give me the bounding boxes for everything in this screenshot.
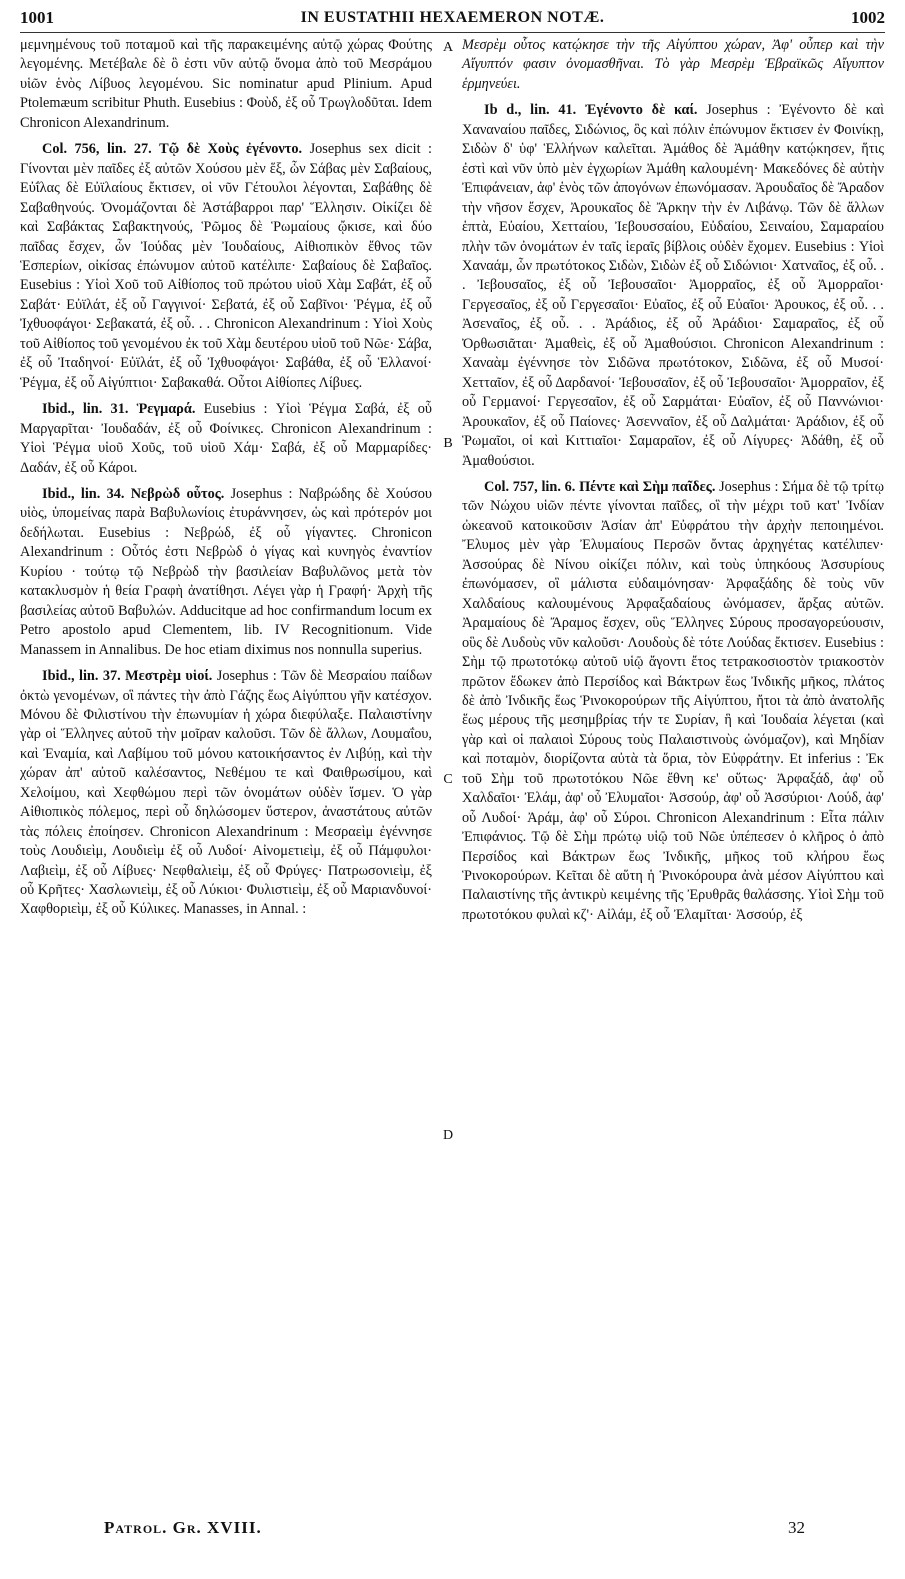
margin-letter-d: D	[442, 1128, 454, 1143]
note-lemma: Ib d., lin. 41. Ἐγένοντο δὲ καί.	[484, 102, 698, 119]
page-number-right: 1002	[851, 8, 885, 27]
note-lemma: Col. 756, lin. 27. Τῷ δὲ Χοὺς ἐγένοντο.	[42, 141, 303, 158]
note-lemma: Ibid., lin. 37. Μεστρὲμ υἱοί.	[42, 668, 213, 685]
paragraph: Ib d., lin. 41. Ἐγένοντο δὲ καί. Josephus : Ἐγένοντο δὲ καὶ Χαναναίου παῖδες, Σιδώνιος, ὃς καὶ πόλιν ἐπώνυμον ἔκτισεν ἐν Φοινίκῃ, Σιδὼν δ' ὑφ' Ἑλλήνων καλεῖται. Ἀμάθος δὲ Ἀμάθην κατῴκησεν, ἥτις ἐστὶ καὶ νῦν ὑπὸ μὲν ἐγχωρίων Ἀμάθη καλουμένη· Μακεδόνες δὲ αὐτὴν Ἐπιφάνειαν, ἀφ' ἑνὸς τῶν ἀπογόνων ἐπωνόμασαν. Ἀρουδαῖος δὲ Ἄραδον τὴν νῆσον ἔσχεν, Ἀρουκαῖος δὲ Ἄρκην τὴν ἐν Λιβάνῳ. Τῶν δὲ ἄλλων ἑπτὰ, Εὐαίου, Χετταίου, Ἰεβουσσαίου, Εὐδαίου, Σειναίου, Σαμαραίου πλὴν τῶν ὀνομάτων ἐν ταῖς ἱεραῖς βίβλοις οὐδὲν ἔχομεν. Eusebius : Υἱοὶ Χαναάμ, ὧν πρωτότοκος Σιδὼν, Σιδὼν ἐξ οὗ Σιδώνιοι· Χατναῖος, ἐξ οὗ. . . Ἰεβουσαῖος, ἐξ οὗ Ἰεβουσαῖοι· Ἀμορραῖος, ἐξ οὗ Ἀμορραῖοι· Γεργεσαῖος, ἐξ οὗ Γεργεσαῖοι· Εὐαῖος, ἐξ οὗ Εὐαῖοι· Ἀρουκος, ἐξ οὗ. . . Ἀσεναῖος, ἐξ οὗ. . . Ἀράδιος, ἐξ οὗ Ἀράδιοι· Σαμαραῖος, ἐξ οὗ Ὀρθωσιᾶται· Ἀμαθεὶς, ἐξ οὗ Ἀμαθούσιοι. Chronicon Alexandrinum : Χαναὰμ ἐγέννησε τὸν Σιδῶνα πρωτότοκον, Σιδῶνα, ἐξ οὗ Μυσοί· Χετταῖον, ἐξ οὗ Δαρδανοί· Ἰεβουσαῖον, ἐξ οὗ Ἰεβουσαῖοι· Ἀμορραῖον, ἐξ οὗ Γερμανοί· Γεργεσαῖον, ἐξ οὗ Σαρμάται· Εὐαῖον, ἐξ οὗ Παννώνιοι· Ἀρουκαῖον, ἐξ οὗ Παίονες· Ἀσενναῖον, ἐξ οὗ Δαλμάται· Ἀράδιον, ἐξ οὗ Ῥωμαῖοι, οἱ καὶ Κιττιαῖοι· Σαμαραῖον, ἐξ οὗ Λίγυρες· Ἀδάθη, ἐξ οὗ Ἀμαθούσιοι.	[462, 102, 885, 469]
verse-quotation: Μεσρὲμ οὗτος κατῴκησε τὴν τῆς Αἰγύπτου χώραν, Ἀφ' οὗπερ καὶ τὴν Αἴγυπτόν φασιν ὀνομασθῆναι. Τὸ γὰρ Μεσρὲμ Ἑβραϊκῶς Αἴγυπτον ἑρμηνεύει.	[462, 37, 884, 92]
page-title: IN EUSTATHII HEXAEMERON NOTÆ.	[300, 9, 605, 26]
left-column	[20, 36, 432, 920]
note-lemma: Ibid., lin. 34. Νεβρὼδ οὗτος.	[42, 485, 225, 502]
margin-letter-c: C	[443, 772, 453, 787]
page-number-left: 1001	[20, 8, 54, 27]
page-footer	[20, 1518, 885, 1542]
paragraph: μεμνημένους τοῦ ποταμοῦ καὶ τῆς παρακειμένης αὐτῷ χώρας Φούτης λεγομένης. Μετέβαλε δὲ ὃ ἐστι νῦν αὐτῷ ὄνομα ἀπὸ τοῦ Μεσράμου υἱῶν ἑνὸς Λίβυος λεγομένου. Sic nominatur apud Plinium. Apud Ptolemæum scribitur Phuth. Eusebius : Φοὺδ, ἐξ οὗ Τρωγλοδῦται. Idem Chronicon Alexandrinum.	[20, 37, 432, 131]
margin-letter-a: A	[442, 40, 454, 55]
footer-signature: Patrol. Gr. XVIII.	[104, 1518, 262, 1537]
paragraph: Ibid., lin. 31. Ῥεγμαρά. Eusebius : Υἱοὶ Ῥέγμα Σαβά, ἐξ οὗ Μαργαρῖται· Ἰουδαδάν, ἐξ οὗ Φοίνικες. Chronicon Alexandrinum : Υἱοὶ Ῥέγμα υἱοῦ Χοῦς, τοῦ υἱοῦ Χάμ· Σαβά, ἐξ οὗ Μαρμαρίδες· Δαδάν, ἐξ οὗ Κάροι.	[20, 401, 432, 476]
running-head	[20, 6, 885, 33]
paragraph: Ibid., lin. 37. Μεστρὲμ υἱοί. Josephus : Τῶν δὲ Μεσραίου παίδων ὀκτὼ γενομένων, οἳ πάντες τὴν ἀπὸ Γάζης ἕως Αἰγύπτου γῆν κατέσχον. Μόνου δὲ Φιλιστίνου τὴν ἐπωνυμίαν ἡ χώρα διεφύλαξε. Παλαιστίνην γὰρ οἱ Ἕλληνες αὐτοῦ τὴν μοῖραν καλοῦσι. Τῶν δὲ ἄλλων, Λουμαΐου, καὶ Ἐναμία, καὶ Λαβίμου τοῦ μόνου κατοικήσαντος ἐν Λιβύῃ, καὶ τὴν χώραν ἀπ' αὐτοῦ καλέσαντος, Νεθέμου τε καὶ Φαιθρωσίμου, καὶ Χελοίμου, καὶ Χεφθώμου περὶ τῶν ὀνομάτων οὐδὲν ἴσμεν. Ὁ γὰρ Αἰθιοπικὸς πόλεμος, περὶ οὗ δηλώσομεν ὕστερον, ἀναστάτους αὐτῶν τὰς πόλεις ἐποίησεν. Chronicon Alexandrinum : Μεσραεὶμ ἐγέννησε τοὺς Λουδιεὶμ, Λουδιεὶμ ἐξ οὗ Λυδοί· Αἰνομετιεὶμ, ἐξ οὗ Πάμφυλοι· Λαβιεὶμ, ἐξ οὗ Λίβυες· Νεφθαλιεὶμ, ἐξ οὗ Φρύγες· Πατρωσονιεὶμ, ἐξ οὗ Κρῆτες· Χασλωνιεὶμ, ἐξ οὗ Λύκιοι· Φυλιστιεὶμ, ἐξ οὗ Μαριανδυνοί· Χαφθοριεὶμ, ἐξ οὗ Κύλικες. Manasses, in Annal. :	[20, 668, 432, 918]
paragraph: Ibid., lin. 34. Νεβρὼδ οὗτος. Josephus : Ναβρώδης δὲ Χούσου υἱὸς, ὑπομείνας παρὰ Βαβυλωνίοις ἐτυράννησεν, ὡς καὶ πρότερόν μοι δεδήλωται. Eusebius : Νεβρώδ, ἐξ οὗ γίγαντες. Chronicon Alexandrinum : Οὗτός ἐστι Νεβρὼδ ὁ γίγας καὶ κυνηγὸς ἐναντίον Κυρίου · τούτῳ τῷ Νεβρὼδ τὴν βασιλείαν Βαβυλῶνος μετὰ τὸν κατακλυσμὸν ἡ θεία Γραφὴ ἀνατίθησι. Λέγει γὰρ ἡ Γραφή· Ἀρχὴ τῆς βασιλείας αὐτοῦ Βαβυλών. Adducitque ad hoc confirmandum locum ex Petro apostolo apud Clementem, lib. IV Recognitionum. Vide Manassem in Annalibus. De hoc etiam diximus nos nonnulla superius.	[20, 485, 432, 658]
note-lemma: Ibid., lin. 31. Ῥεγμαρά.	[42, 401, 196, 418]
paragraph: Col. 757, lin. 6. Πέντε καὶ Σὴμ παῖδες. Josephus : Σήμα δὲ τῷ τρίτῳ τῶν Νώχου υἱῶν πέντε γίνονται παῖδες, οἳ τὴν μέχρι τοῦ κατ' Ἰνδίαν ὠκεανοῦ κατοικοῦσιν Ἀσίαν ἀπ' Εὐφράτου τὴν ἀρχὴν πεποιημένοι. Ἔλυμος μὲν γὰρ Ἐλυμαίους Περσῶν ὄντας ἀρχηγέτας κατέλιπεν· Ἀσσούρας δὲ Νίνου οἰκίζει πόλιν, καὶ τοὺς ὑπηκόους Ἀσσυρίους ἐπωνόμασεν, οἳ μάλιστα εὐδαιμόνησαν· Ἀρφαξάδης δὲ τοὺς νῦν Χαλδαίους καλουμένους Ἀρφαξαδαίους ὠνόμασεν, ἄρξας αὐτῶν. Ἀραμαίους δὲ Ἄραμος ἔσχεν, οὓς Ἕλληνες Σύρους προσαγορεύουσιν, οὓς δὲ Λυδοὺς νῦν καλοῦσι· Λουδοὺς δὲ τότε Λούδας ἔκτισεν. Eusebius : Σὴμ τῷ πρωτοτόκῳ αὐτοῦ υἱῷ ἄγοντι ἔτος τετρακοσιοστὸν τριακοστὸν πρῶτον ἔδωκεν ἀπὸ Περσίδος καὶ Βάκτρων ἕως Ἰνδικῆς μῆκος, πλάτος δὲ ἀπὸ Ἰνδικῆς ἕως Ῥινοκορούρων τῆς Αἰγύπτου, ἤτοι τὰ ἀπὸ ἀνατολῆς ἕως μέρους τῆς μεσημβρίας τήν τε Συρίαν, ἣ καὶ Ἰουδαία λέγεται (καὶ γὰρ καὶ οἱ παλαιοὶ Σύρους τοὺς Παλαιστινοὺς ὠνόμαζον), καὶ Μηδίαν καὶ ποταμὸν, διορίζοντα αὐτὰ τὰ ὅρια, τὸν Εὐφράτην. Et inferius : Ἐκ τοῦ Σὴμ τοῦ πρωτοτόκου Νῶε ἔθνη κε' οὕτως· Ἀρφαξάδ, ἀφ' οὗ Χαλδαῖοι· Ἐλάμ, ἀφ' οὗ Ἐλυμαῖοι· Ἀσσούρ, ἀφ' οὗ Ἀσσύριοι· Λούδ, ἀφ' οὗ Λυδοί· Ἀράμ, ἀφ' οὗ Σύροι. Chronicon Alexandrinum : Εἶτα πάλιν Ἐπιφάνιος. Τῷ δὲ Σὴμ πρώτῳ υἱῷ τοῦ Νῶε ὑπέπεσεν ὁ κλῆρος ὁ ἀπὸ Περσίδος καὶ Βάκτρων ἕως Ἰνδικῆς, μῆκος τοῦ κλήρου ἕως Ῥινοκορούρων. Κεῖται δὲ αὕτη ἡ Ῥινοκόρουρα ἀνὰ μέσον Αἰγύπτου καὶ Παλαιστίνης τῆς ἀντικρὺ κειμένης τῆς Ἐρυθρᾶς θαλάσσης. Υἱοὶ Σὴμ τοῦ πρωτοτόκου φυλαὶ κζ'· Αἰλάμ, ἐξ οὗ Ἐλαμῖται· Ἀσσούρ, ἐξ	[462, 478, 884, 923]
footer-sheet-number: 32	[788, 1518, 805, 1537]
note-lemma: Col. 757, lin. 6. Πέντε καὶ Σὴμ παῖδες.	[484, 478, 716, 495]
margin-letter-b: B	[443, 436, 453, 451]
right-column	[462, 36, 884, 925]
paragraph: Col. 756, lin. 27. Τῷ δὲ Χοὺς ἐγένοντο. Josephus sex dicit : Γίνονται μὲν παῖδες ἐξ αὐτῶν Χούσου μὲν ἕξ, ὧν Σάβας μὲν Σαβαίους, Εὐΐλας δὲ Εὐϊλαίους ἔκτισεν, οἱ νῦν Γέτουλοι λέγονται, Σαβάθης δὲ Σαβαθηνούς. Ὀνομάζονται δὲ Ἀστάβαρροι παρ' Ἕλλησιν. Οἰκίζει δὲ καὶ Σαβάκτας Σαβακτηνούς, Ῥῶμος δὲ Ῥωμαίους ᾤκισε, καὶ δύο παῖδας ἔσχεν, ὧν Ἰούδας μὲν Ἰουδαίους, Αἰθιοπικὸν ἔθνος τῶν Ἑσπερίων, οἰκίσας ἐπώνυμον αὐτοῦ κατέλιπε· Σαβαίους δὲ Σαβαῖος. Eusebius : Υἱοὶ Χοῦ τοῦ Αἰθίοπος τοῦ πρώτου υἱοῦ Χὰμ Σαβάτ, ἐξ οὗ Σαβάτ· Εὐϊλάτ, ἐξ οὗ Γαγγινοί· Σεβατά, ἐξ οὗ Σαβῖνοι· Ῥέγμα, ἐξ οὗ Ἰχθυοφάγοι· Σεβακατά, ἐξ οὗ. . . Chronicon Alexandrinum : Υἱοὶ Χοὺς τοῦ Αἰθίοπος τοῦ γενομένου ἐκ τοῦ Χὰμ δευτέρου υἱοῦ τοῦ Νῶε· Σάβα, ἐξ οὗ Ἰταδηνοί· Εὐϊλάτ, ἐξ οὗ Ἰχθυοφάγοι· Σαβάθα, ἐξ οὗ Ἑλλανοί· Ῥέγμα, ἐξ οὗ Αἰγύπτιοι· Σαβακαθά. Οὗτοι Αἰθίοπες Λίβυες.	[20, 141, 432, 391]
